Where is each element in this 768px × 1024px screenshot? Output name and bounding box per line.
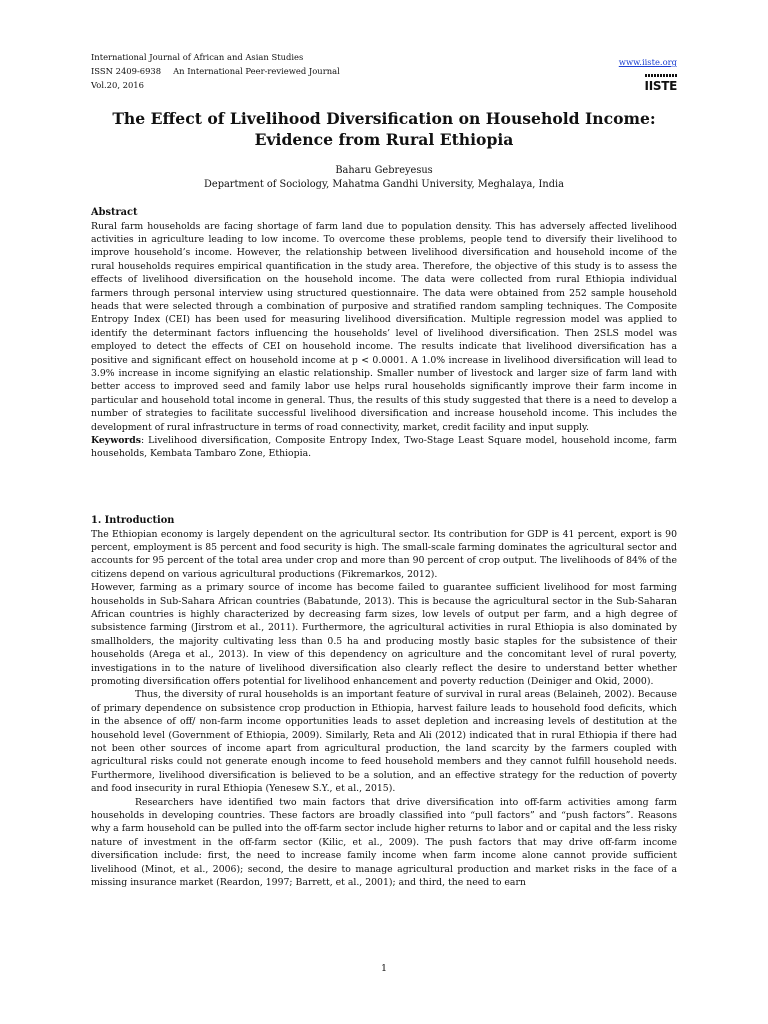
title-line-1: The Effect of Livelihood Diversification on Household Income:: [112, 109, 656, 128]
keywords-label: Keywords: [91, 435, 142, 446]
journal-header: [91, 50, 677, 96]
abstract-text: Rural farm households are facing shortage of farm land due to population density. This has adversely affected livelihood activities in agriculture leading to low income. To overcome these problems, people tend to diversify their livelihood to improve household’s income. However, the relationship between livelihood diversification and household income of the rural households requires empirical quantification in the study area. Therefore, the objective of this study is to assess the effects of livelihood diversification on the household income. The data were collected from rural Ethiopia individual farmers through personal interview using structured questionnaire. The data were obtained from 252 sample household heads that were selected through a combination of purposive and stratified random sampling techniques. The Composite Entropy Index (CEI) has been used for measuring livelihood diversification. Multiple regression model was applied to identify the determinant factors influencing the households’ level of livelihood diversification. Then 2SLS model was employed to detect the effects of CEI on household income. The results indicate that livelihood diversification has a positive and significant effect on household income at p < 0.0001. A 1.0% increase in livelihood diversification will lead to 3.9% increase in income signifying an elastic relationship. Smaller number of livestock and larger size of farm land with better access to improved seed and family labor use helps rural households significantly improve their farm income in particular and household total income in general. Thus, the results of this study suggested that there is a need to develop a number of strategies to facilitate successful livelihood diversification and increase household income. This includes the development of rural infrastructure in terms of road connectivity, market, credit facility and input supply.: [91, 220, 677, 433]
introduction-section: [91, 514, 677, 889]
intro-paragraph-1: The Ethiopian economy is largely dependent on the agricultural sector. Its contribution for GDP is 41 percent, export is 90 percent, employment is 85 percent and food security is high. The small-scale farming dominates the agricultural sector and accounts for 95 percent of the total area under crop and more than 90 percent of crop output. The livelihoods of 84% of the citizens depend on various agricultural productions (Fikremarkos, 2012).: [91, 528, 677, 580]
introduction-heading: 1. Introduction: [91, 515, 175, 526]
title-line-2: Evidence from Rural Ethiopia: [254, 130, 514, 149]
header-right: [619, 50, 677, 94]
abstract-heading: Abstract: [91, 207, 138, 218]
paper-title: [91, 108, 677, 150]
intro-paragraph-4: Researchers have identified two main factors that drive diversification into off-farm activities among farm households in developing countries. These factors are broadly classified into “pull factors” and “push factors”. Reasons why a farm household can be pulled into the off-farm sector include higher returns to labor and or capital and the less risky nature of investment in the off-farm sector (Kilic, et al., 2009). The push factors that may drive off-farm income diversification include: first, the need to increase family income when farm income alone cannot provide sufficient livelihood (Minot, et al., 2006); second, the desire to manage agricultural production and market risks in the face of a missing insurance market (Reardon, 1997; Barrett, et al., 2001); and third, the need to earn: [91, 796, 677, 889]
intro-paragraph-2: However, farming as a primary source of income has become failed to guarantee sufficient livelihood for most farming households in Sub-Sahara African countries (Babatunde, 2013). This is because the agricultural sector in the Sub-Saharan African countries is highly characterized by decreasing farm sizes, low levels of output per farm, and a high degree of subsistence farming (Jirstrom et al., 2011). Furthermore, the agricultural activities in rural Ethiopia is also dominated by smallholders, the majority cultivating less than 0.5 ha and producing mostly basic staples for the subsistence of their households (Arega et al., 2013). In view of this dependency on agriculture and the concomitant level of rural poverty, investigations in to the nature of livelihood diversification also clearly reflect the desire to understand better whether promoting diversification offers potential for livelihood enhancement and poverty reduction (Deiniger and Okid, 2000).: [91, 582, 677, 687]
journal-name: International Journal of African and Asian Studies: [91, 52, 304, 62]
keywords-paragraph: [91, 434, 677, 461]
iiste-logo: IISTE: [644, 79, 677, 93]
abstract-section: [91, 206, 677, 461]
page-number: 1: [380, 963, 388, 974]
author-block: [91, 164, 677, 192]
author-affiliation: Department of Sociology, Mahatma Gandhi University, Meghalaya, India: [204, 179, 564, 190]
volume: Vol.20, 2016: [91, 80, 144, 90]
keywords-text: : Livelihood diversification, Composite Entropy Index, Two-Stage Least Square model, household income, farm households, Kembata Tambaro Zone, Ethiopia.: [91, 435, 677, 460]
peer-review-note: An International Peer-reviewed Journal: [173, 66, 340, 76]
intro-paragraph-3: Thus, the diversity of rural households is an important feature of survival in rural areas (Belaineh, 2002). Because of primary dependence on subsistence crop production in Ethiopia, harvest failure leads to household food deficits, which in the absence of off/ non-farm income opportunities leads to asset depletion and increasing levels of destitution at the household level (Government of Ethiopia, 2009). Similarly, Reta and Ali (2012) indicated that in rural Ethiopia if there had not been other sources of income apart from agricultural production, the land scarcity by the farmers coupled with agricultural risks could not generate enough income to feed household members and they cannot fulfill household needs. Furthermore, livelihood diversification is believed to be a solution, and an effective strategy for the reduction of poverty and food insecurity in rural Ethiopia (Yenesew S.Y., et al., 2015).: [91, 689, 677, 795]
issn-line: [91, 64, 677, 78]
author-name: Baharu Gebreyesus: [335, 165, 433, 176]
issn: ISSN 2409-6938: [91, 66, 162, 76]
journal-url-link[interactable]: www.iiste.org: [618, 57, 677, 67]
